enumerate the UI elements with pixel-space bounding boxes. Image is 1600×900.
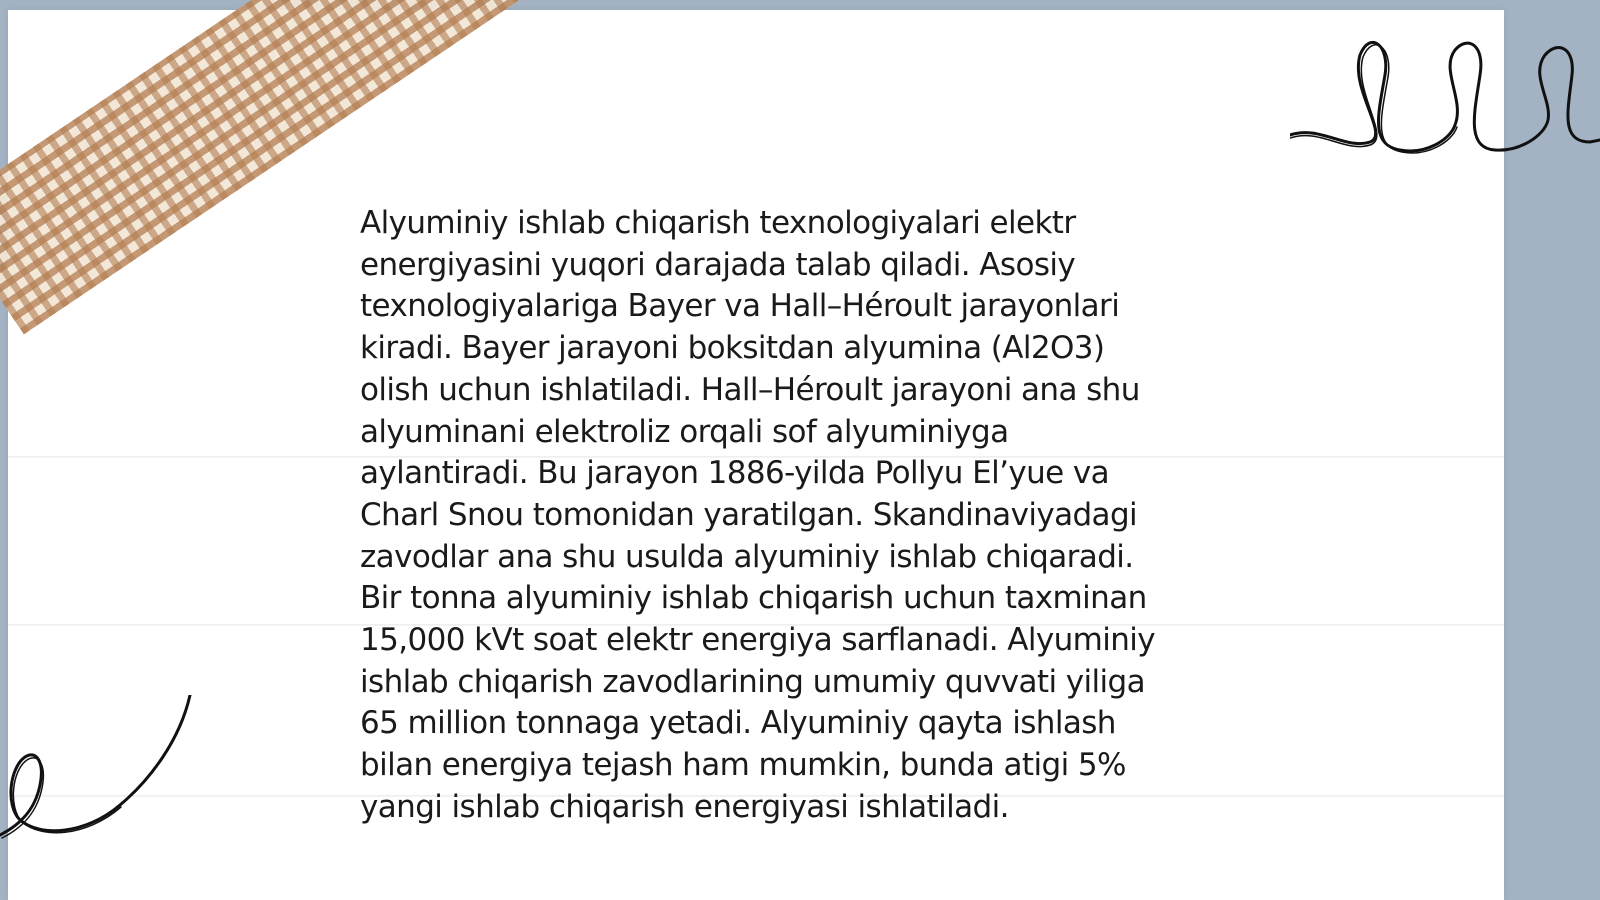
text-line: 15,000 kVt soat elektr energiya sarflanadi. Alyuminiy <box>360 622 1156 659</box>
text-line: 65 million tonnaga yetadi. Alyuminiy qayta ishlash <box>360 705 1116 742</box>
curl-squiggle-icon <box>0 695 200 855</box>
body-paragraph <box>360 203 1220 829</box>
text-line: bilan energiya tejash ham mumkin, bunda atigi 5% <box>360 747 1126 784</box>
text-line: alyuminani elektroliz orqali sof alyuminiyga <box>360 413 1009 450</box>
text-line: zavodlar ana shu usulda alyuminiy ishlab chiqaradi. <box>360 538 1134 575</box>
text-line: texnologiyalariga Bayer va Hall–Héroult jarayonlari <box>360 288 1120 325</box>
text-line: ishlab chiqarish zavodlarining umumiy quvvati yiliga <box>360 663 1146 700</box>
loop-squiggle-icon <box>1290 30 1600 160</box>
text-line: olish uchun ishlatiladi. Hall–Héroult jarayoni ana shu <box>360 371 1140 408</box>
text-line: aylantiradi. Bu jarayon 1886-yilda Pollyu El’yue va <box>360 455 1110 492</box>
text-line: yangi ishlab chiqarish energiyasi ishlatiladi. <box>360 788 1009 825</box>
text-line: kiradi. Bayer jarayoni boksitdan alyumina (Al2O3) <box>360 330 1105 367</box>
text-line: Alyuminiy ishlab chiqarish texnologiyalari elektr <box>360 205 1076 241</box>
text-line: energiyasini yuqori darajada talab qiladi. Asosiy <box>360 246 1076 283</box>
text-line: Charl Snou tomonidan yaratilgan. Skandinaviyadagi <box>360 496 1138 533</box>
text-line: Bir tonna alyuminiy ishlab chiqarish uchun taxminan <box>360 580 1147 617</box>
